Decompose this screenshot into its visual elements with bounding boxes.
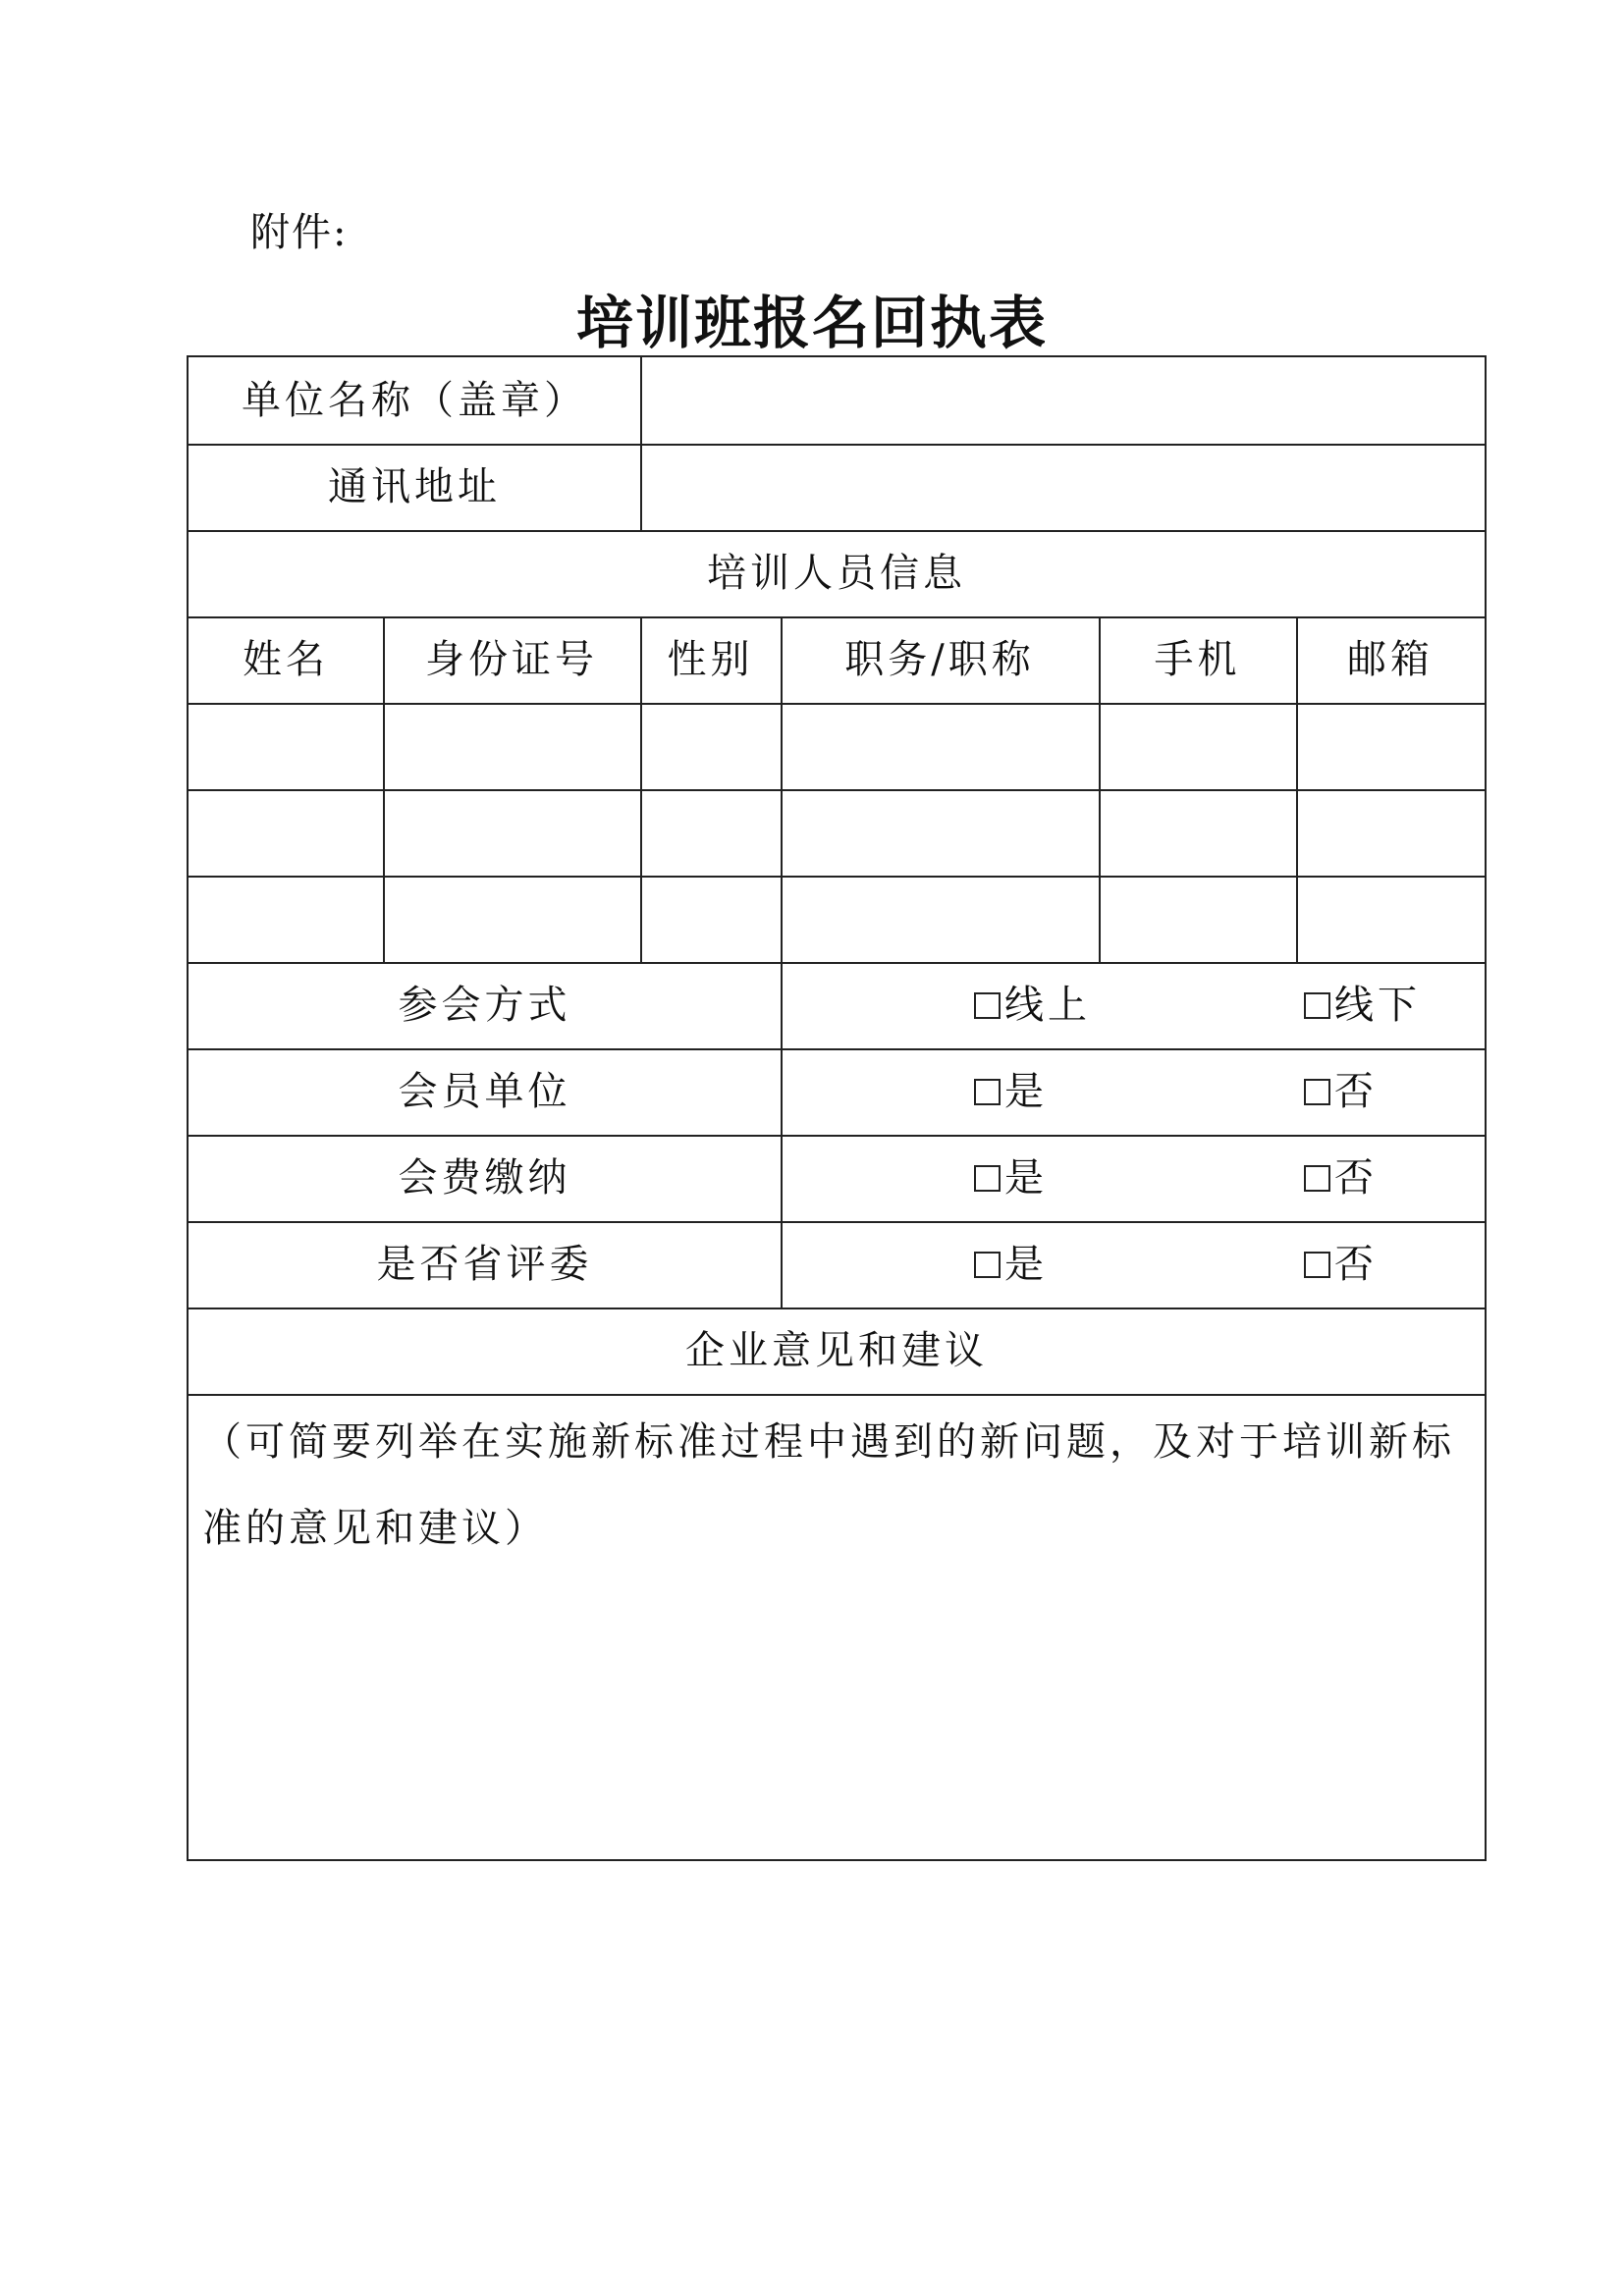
fee-yes-option[interactable] [974, 1135, 1048, 1221]
personnel-row[interactable] [190, 705, 1483, 787]
col-header-email: 邮箱 [1347, 637, 1434, 682]
fee-paid-label: 会费缴纳 [398, 1155, 571, 1201]
member-unit-label: 会员单位 [398, 1069, 571, 1114]
reviewer-yes-option[interactable] [974, 1221, 1048, 1308]
member-yes-label: 是 [1004, 1069, 1048, 1114]
personnel-row[interactable] [190, 878, 1483, 960]
online-option[interactable] [974, 962, 1091, 1048]
attachment-label: 附件: [250, 210, 349, 255]
member-no-label: 否 [1334, 1069, 1378, 1114]
provincial-reviewer-label: 是否省评委 [376, 1242, 593, 1287]
form-title: 培训班报名回执表 [575, 290, 1048, 356]
unit-name-label: 单位名称（盖章） [242, 378, 587, 423]
checkbox-icon[interactable] [1304, 992, 1330, 1019]
online-option-label: 线上 [1004, 983, 1091, 1028]
unit-name-input[interactable] [642, 359, 1483, 442]
col-header-gender: 性别 [667, 637, 754, 682]
participation-label: 参会方式 [398, 983, 571, 1028]
fee-yes-label: 是 [1004, 1155, 1048, 1201]
col-header-name: 姓名 [243, 637, 329, 682]
col-divider [781, 962, 783, 1308]
checkbox-icon[interactable] [974, 992, 1001, 1019]
checkbox-icon[interactable] [974, 1252, 1001, 1278]
address-label: 通讯地址 [328, 464, 501, 509]
col-header-id-number: 身份证号 [425, 637, 598, 682]
reviewer-yes-label: 是 [1004, 1242, 1048, 1287]
opinions-note: （可简要列举在实施新标准过程中遇到的新问题，及对于培训新标准的意见和建议） [202, 1419, 1455, 1551]
member-yes-option[interactable] [974, 1048, 1048, 1135]
checkbox-icon[interactable] [974, 1079, 1001, 1105]
checkbox-icon[interactable] [1304, 1165, 1330, 1192]
fee-no-label: 否 [1334, 1155, 1378, 1201]
registration-form-table [187, 355, 1487, 1861]
member-no-option[interactable] [1304, 1048, 1378, 1135]
col-header-position: 职务/职称 [844, 637, 1035, 682]
col-header-phone: 手机 [1154, 637, 1241, 682]
checkbox-icon[interactable] [1304, 1252, 1330, 1278]
opinions-section-title: 企业意见和建议 [685, 1328, 988, 1373]
reviewer-no-label: 否 [1334, 1242, 1378, 1287]
personnel-section-title: 培训人员信息 [707, 551, 966, 596]
offline-option-label: 线下 [1334, 983, 1421, 1028]
checkbox-icon[interactable] [1304, 1079, 1330, 1105]
personnel-row[interactable] [190, 791, 1483, 874]
reviewer-no-option[interactable] [1304, 1221, 1378, 1308]
offline-option[interactable] [1304, 962, 1421, 1048]
checkbox-icon[interactable] [974, 1165, 1001, 1192]
address-input[interactable] [642, 446, 1483, 528]
fee-no-option[interactable] [1304, 1135, 1378, 1221]
